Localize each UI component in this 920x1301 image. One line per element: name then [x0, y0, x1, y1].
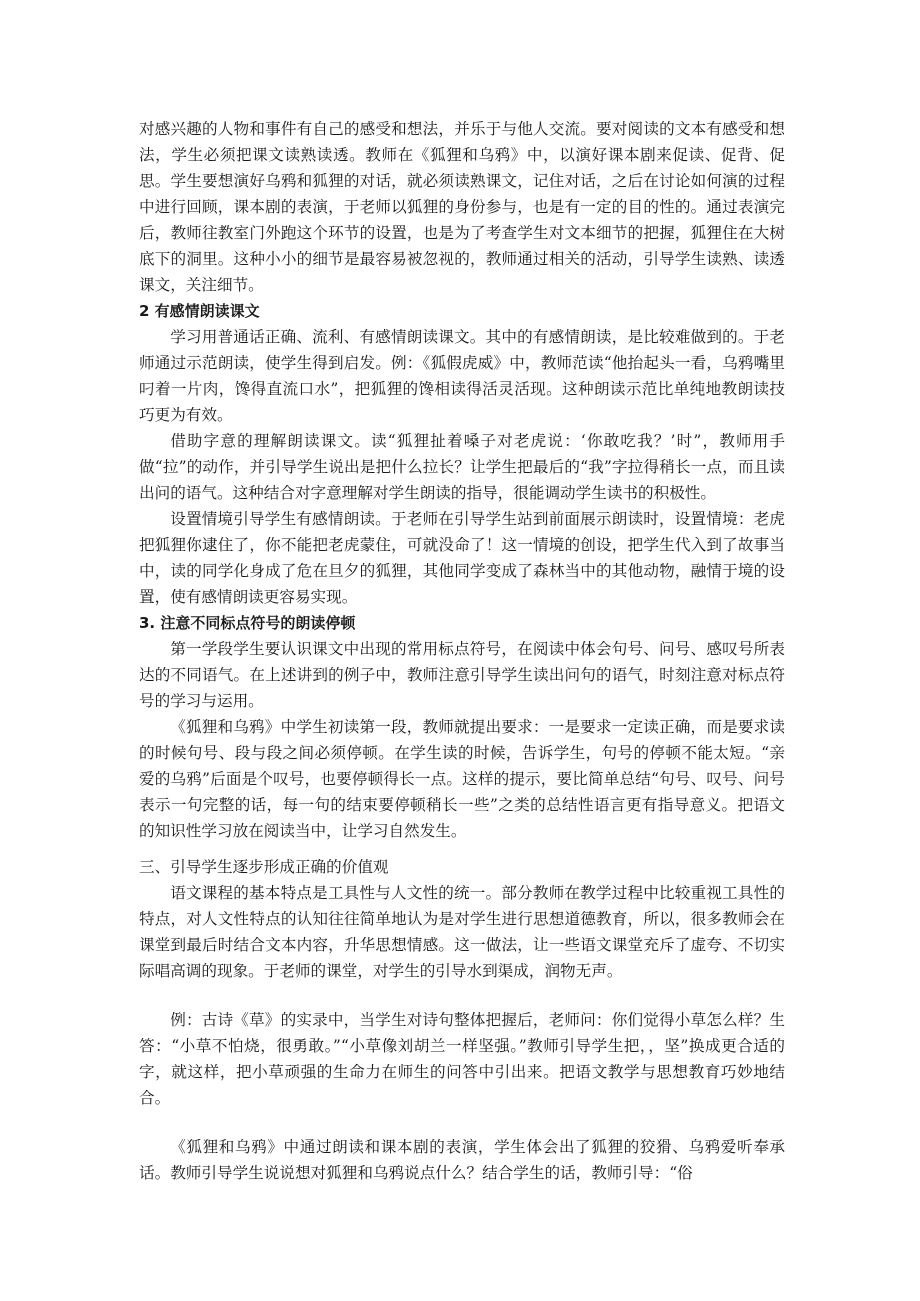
paragraph-6: 《狐狸和乌鸦》中学生初读第一段，教师就提出要求：一是要求一定读正确，而是要求读的时候句号、段与段之间必须停顿。在学生读的时候，告诉学生，句号的停顿不能太短。“亲爱的乌鸦”后面是个叹号，也要停顿得长一点。这样的提示，要比简单总结“句号、叹号、问号表示一句完整的话，每一句的结束要停顿稍长一些”之类的总结性语言更有指导意义。把语文的知识性学习放在阅读当中，让学习自然发生。	[139, 718, 785, 840]
paragraph-2: 学习用普通话正确、流利、有感情朗读课文。其中的有感情朗读，是比较难做到的。于老师通过示范朗读，使学生得到启发。例：《狐假虎威》中，教师范读“他抬起头一看，乌鸦嘴里叼着一片肉，馋得直流口水”，把狐狸的馋相读得活灵活现。这种朗读示范比单纯地教朗读技巧更为有效。	[139, 328, 785, 424]
paragraph-5: 第一学段学生要认识课文中出现的常用标点符号，在阅读中体会句号、问号、感叹号所表达的不同语气。在上述讲到的例子中，教师注意引导学生读出问句的语气，时刻注意对标点符号的学习与运用。	[139, 640, 785, 710]
paragraph-7: 语文课程的基本特点是工具性与人文性的统一。部分教师在教学过程中比较重视工具性的特点，对人文性特点的认知往往简单地认为是对学生进行思想道德教育，所以，很多教师会在课堂到最后时结合文本内容，升华思想情感。这一做法，让一些语文课堂充斥了虚夸、不切实际唱高调的现象。于老师的课堂，对学生的引导水到渠成，润物无声。	[139, 884, 785, 980]
section-title-3: 三、引导学生逐步形成正确的价值观	[139, 858, 389, 876]
paragraph-8: 例：古诗《草》的实录中，当学生对诗句整体把握后，老师问：你们觉得小草怎么样？生答：“小草不怕烧，很勇敢。”“小草像刘胡兰一样坚强。”教师引导学生把，，坚”换成更合适的字，就这样，把小草顽强的生命力在师生的问答中引出来。把语文教学与思想教育巧妙地结合。	[139, 1011, 785, 1107]
paragraph-9: 《狐狸和乌鸦》中通过朗读和课本剧的表演，学生体会出了狐狸的狡猾、乌鸦爱听奉承话。教师引导学生说说想对狐狸和乌鸦说点什么？结合学生的话，教师引导：“俗	[139, 1138, 785, 1182]
paragraph-1: 对感兴趣的人物和事件有自己的感受和想法，并乐于与他人交流。要对阅读的文本有感受和想法，学生必须把课文读熟读透。教师在《狐狸和乌鸦》中，以演好课本剧来促读、促背、促思。学生要想演好乌鸦和狐狸的对话，就必须读熟课文，记住对话，之后在讨论如何演的过程中进行回顾，课本剧的表演，于老师以狐狸的身份参与，也是有一定的目的性的。通过表演完后，教师往教室门外跑这个环节的设置，也是为了考查学生对文本细节的把握，狐狸住在大树底下的洞里。这种小小的细节是最容易被忽视的，教师通过相关的活动，引导学生读熟、读透课文，关注细节。	[139, 120, 785, 294]
paragraph-3: 借助字意的理解朗读课文。读“狐狸扯着嗓子对老虎说：‘你敢吃我？’时”，教师用手做“拉”的动作，并引导学生说出是把什么拉长？让学生把最后的“我”字拉得稍长一点，而且读出问的语气。这种结合对字意理解对学生朗读的指导，很能调动学生读书的积极性。	[139, 432, 785, 502]
paragraph-4: 设置情境引导学生有感情朗读。于老师在引导学生站到前面展示朗读时，设置情境：老虎把狐狸你逮住了，你不能把老虎蒙住，可就没命了！这一情境的创设，把学生代入到了故事当中，读的同学化身成了危在旦夕的狐狸，其他同学变成了森林当中的其他动物，融情于境的设置，使有感情朗读更容易实现。	[139, 510, 785, 606]
heading-2: 2 有感情朗读课文	[139, 302, 260, 320]
heading-3: 3. 注意不同标点符号的朗读停顿	[139, 614, 356, 632]
document-page	[139, 116, 785, 1186]
